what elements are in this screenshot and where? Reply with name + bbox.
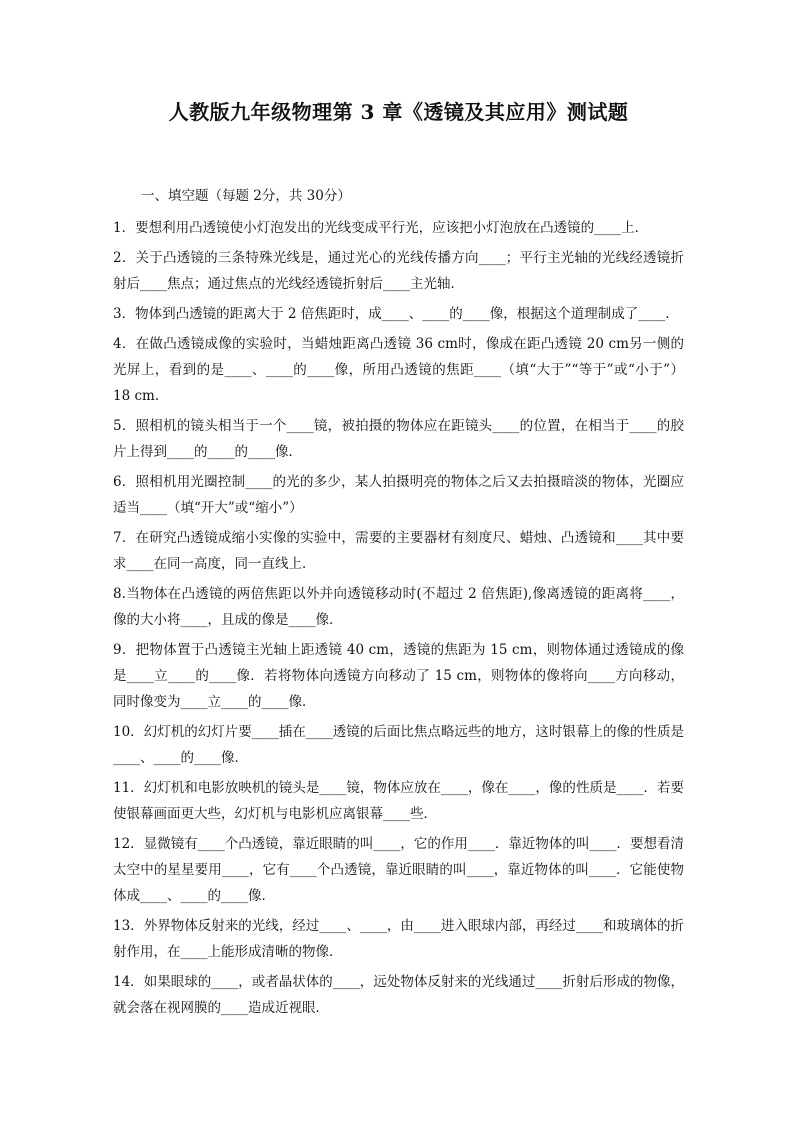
question-12: 12．显微镜有____个凸透镜，靠近眼睛的叫____，它的作用____．靠近物体的叫____．要想看清太空中的星星要用____，它有____个凸透镜，靠近眼睛的叫____，靠近物体的叫____．它能使物体成____、____的____像．	[113, 836, 684, 904]
question-8: 8.当物体在凸透镜的两倍焦距以外并向透镜移动时(不超过 2 倍焦距),像离透镜的距离将____，像的大小将____，且成的像是____像．	[113, 586, 684, 628]
section-heading: 一、填空题（每题 2分，共 30分）	[141, 188, 351, 204]
page-title: 人教版九年级物理第 3 章《透镜及其应用》测试题	[168, 100, 629, 124]
question-4: 4．在做凸透镜成像的实验时，当蜡烛距离凸透镜 36 cm时，像成在距凸透镜 20 cm另一侧的光屏上，看到的是____、____的____像，所用凸透镜的焦距____（填“大于”“等于”或“小于”）18 cm.	[113, 336, 684, 404]
question-1: 1．要想利用凸透镜使小灯泡发出的光线变成平行光，应该把小灯泡放在凸透镜的____上．	[113, 220, 649, 236]
question-7: 7．在研究凸透镜成缩小实像的实验中，需要的主要器材有刻度尺、蜡烛、凸透镜和____其中要求____在同一高度，同一直线上．	[113, 530, 684, 572]
question-11: 11．幻灯机和电影放映机的镜头是____镜，物体应放在____，像在____，像的性质是____．若要使银幕画面更大些，幻灯机与电影机应离银幕____些．	[113, 780, 684, 822]
question-3: 3．物体到凸透镜的距离大于 2 倍焦距时，成____、____的____像，根据这个道理制成了____．	[113, 306, 679, 322]
question-10: 10．幻灯机的幻灯片要____插在____透镜的后面比焦点略远些的地方，这时银幕上的像的性质是____、____的____像．	[113, 724, 684, 766]
question-9: 9．把物体置于凸透镜主光轴上距透镜 40 cm，透镜的焦距为 15 cm，则物体通过透镜成的像是____立____的____像．若将物体向透镜方向移动了 15 cm，则物体的像将向____方向移动，同时像变为____立____的____像．	[113, 642, 684, 710]
question-14: 14．如果眼球的____，或者晶状体的____，远处物体反射来的光线通过____折射后形成的物像，就会落在视网膜的____造成近视眼．	[113, 974, 684, 1016]
question-2: 2．关于凸透镜的三条特殊光线是，通过光心的光线传播方向____；平行主光轴的光线经透镜折射后____焦点；通过焦点的光线经透镜折射后____主光轴．	[113, 250, 684, 292]
question-13: 13．外界物体反射来的光线，经过____、____，由____进入眼球内部，再经过____和玻璃体的折射作用，在____上能形成清晰的物像．	[113, 918, 684, 960]
question-5: 5．照相机的镜头相当于一个____镜，被拍摄的物体应在距镜头____的位置，在相当于____的胶片上得到____的____的____像．	[113, 418, 684, 460]
question-6: 6．照相机用光圈控制____的光的多少，某人拍摄明亮的物体之后又去拍摄暗淡的物体，光圈应适当____（填“开大”或“缩小”）	[113, 474, 684, 516]
